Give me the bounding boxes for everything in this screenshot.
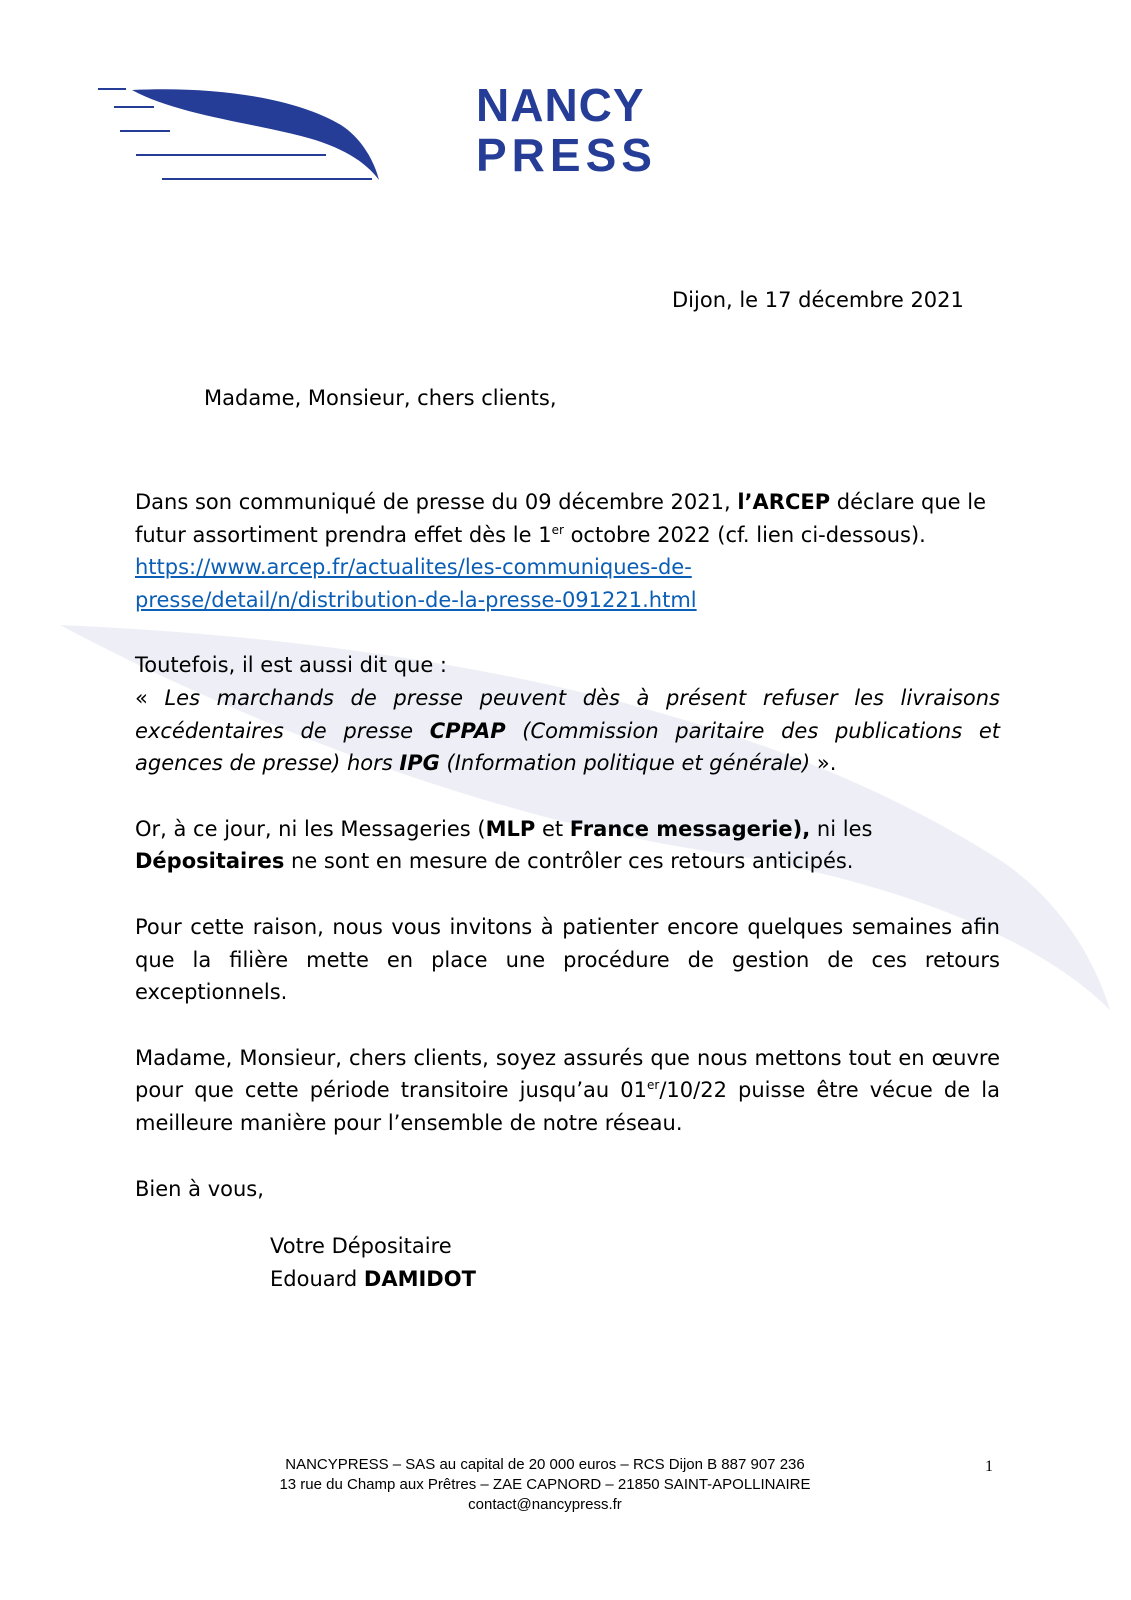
- logo-wing-icon: [96, 80, 476, 190]
- footer-address: 13 rue du Champ aux Prêtres – ZAE CAPNORD – 21850 SAINT-APOLLINAIRE: [279, 1476, 811, 1493]
- paragraph-patienter: Pour cette raison, nous vous invitons à patienter encore quelques semaines afin que la filière mette en place une procédure de gestion de ces retours exceptionnels.: [135, 914, 1000, 1005]
- paragraph-messageries: Or, à ce jour, ni les Messageries (MLP et France messagerie), ni les Dépositaires ne sont en mesure de contrôler ces retours anticipés.: [135, 816, 873, 874]
- logo-text-nancy: NANCY: [476, 79, 645, 131]
- salutation: Madame, Monsieur, chers clients,: [204, 386, 557, 410]
- arcep-link[interactable]: https://www.arcep.fr/actualites/les-communiques-de- presse/detail/n/distribution-de-la-presse-091221.html: [135, 555, 697, 612]
- logo-text-press: PRESS: [476, 129, 657, 181]
- company-logo: [96, 79, 657, 190]
- footer-email: contact@nancypress.fr: [468, 1496, 622, 1513]
- page-footer: [160, 1455, 930, 1515]
- paragraph-arcep: Dans son communiqué de presse du 09 décembre 2021, l’ARCEP déclare que le futur assortiment prendra effet dès le 1er octobre 2022 (cf. lien ci-dessous). https://www.arcep.fr/actualites/les-communiques-de- presse/detail/n/distribution-de-la-presse-091221.html: [135, 490, 987, 612]
- letter-body: [135, 486, 1000, 1238]
- footer-company: NANCYPRESS – SAS au capital de 20 000 euros – RCS Dijon B 887 907 236: [285, 1456, 805, 1473]
- paragraph-quote: Toutefois, il est aussi dit que : « Les marchands de presse peuvent dès à présent refuser les livraisons excédentaires de presse CPPAP (Commission paritaire des publications et agences de presse) hors IPG (Information politique et générale) ».: [135, 653, 1001, 776]
- signature-title: Votre Dépositaire: [270, 1234, 452, 1258]
- signature-block: [270, 1230, 476, 1295]
- page-number: 1: [985, 1458, 993, 1475]
- arcep-bold: l’ARCEP: [737, 490, 831, 514]
- closing: Bien à vous,: [135, 1176, 264, 1201]
- paragraph-assurance: Madame, Monsieur, chers clients, soyez assurés que nous mettons tout en œuvre pour que cette période transitoire jusqu’au 01er/10/22 puisse être vécue de la meilleure manière pour l’ensemble de notre réseau.: [135, 1045, 1000, 1135]
- signature-name: Edouard DAMIDOT: [270, 1266, 476, 1291]
- letter-date: Dijon, le 17 décembre 2021: [672, 288, 964, 312]
